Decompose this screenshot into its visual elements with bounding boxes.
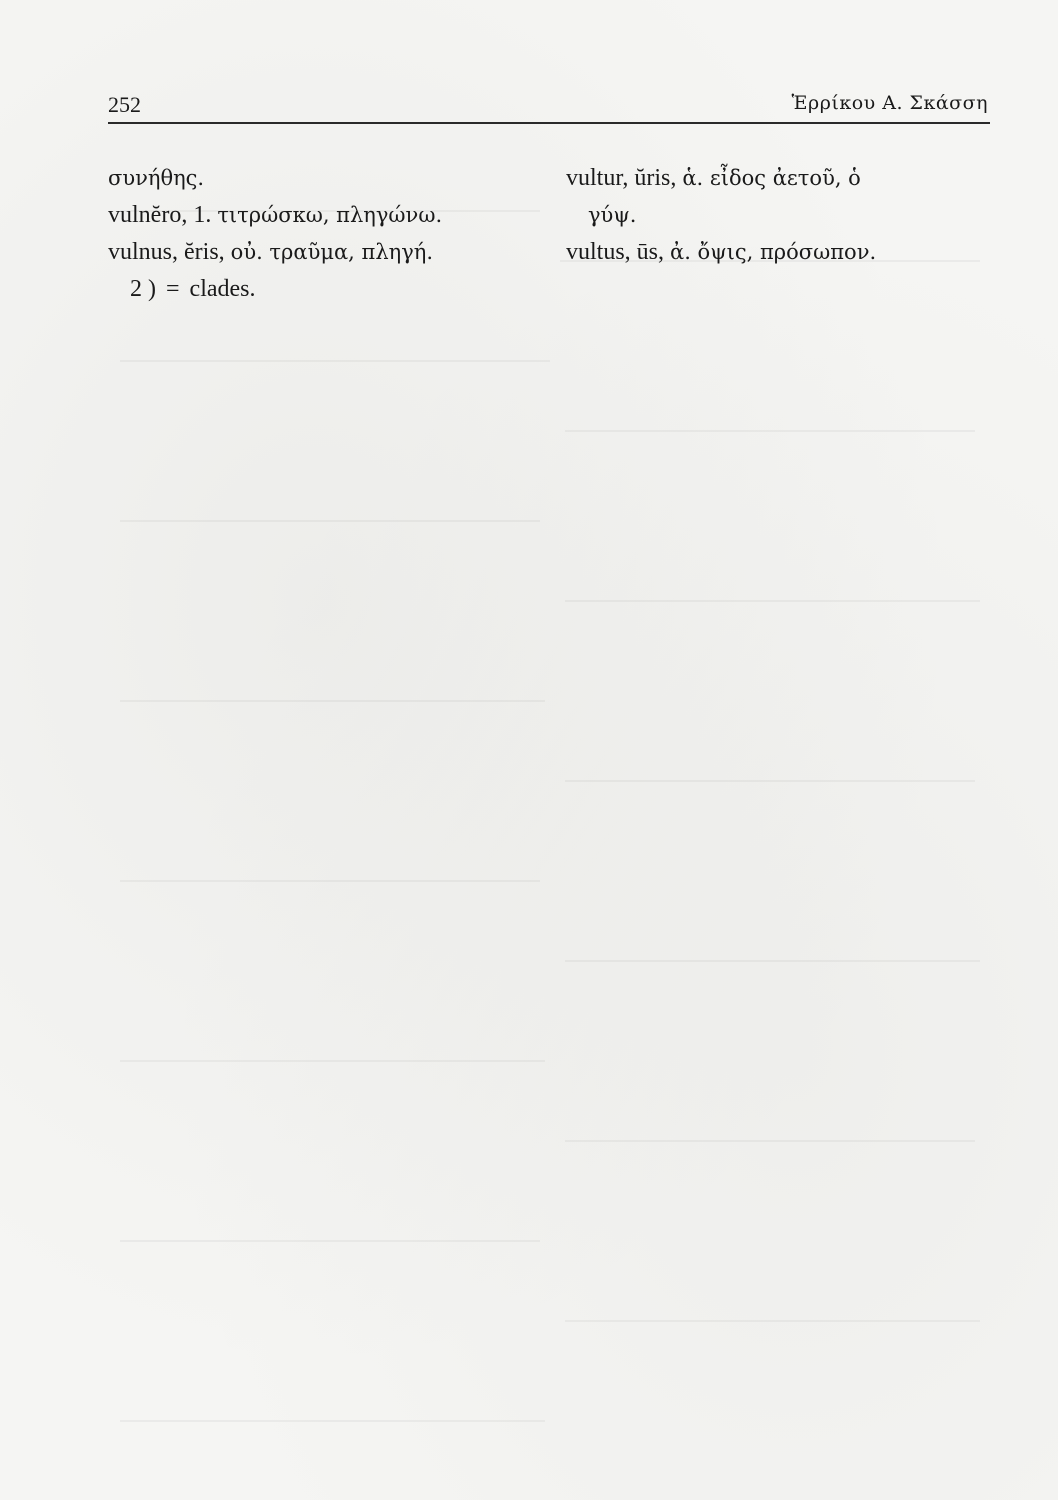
bleed-through-line: [565, 600, 980, 602]
right-column: [566, 160, 990, 271]
sense-number: 2 ): [130, 276, 156, 302]
greek-text: συνήθης.: [108, 166, 205, 190]
left-column: [108, 160, 538, 308]
latin-synonym: clades.: [189, 276, 256, 302]
latin-headword: vulnus, ĕris,: [108, 239, 225, 265]
bleed-through-line: [120, 360, 550, 362]
greek-definition: οὐ. τραῦμα, πληγή.: [230, 240, 434, 264]
greek-definition: ἀ. ὄψις, πρόσωπον.: [670, 240, 877, 264]
greek-definition: τιτρώσκω, πληγώνω.: [217, 203, 443, 227]
header-rule: [108, 122, 990, 124]
dictionary-entry-vulnero: [108, 197, 538, 234]
bleed-through-line: [565, 1320, 980, 1322]
running-head: Ἑρρίκου Α. Σκάσση: [791, 92, 988, 114]
dictionary-entry-continuation: [566, 197, 990, 234]
equals-sign: =: [166, 276, 180, 302]
bleed-through-line: [565, 780, 975, 782]
dictionary-entry-vultur: [566, 160, 990, 197]
dictionary-subsense: [108, 271, 538, 308]
greek-definition: ἁ. εἶδος ἀετοῦ, ὁ: [682, 166, 861, 190]
bleed-through-line: [565, 430, 975, 432]
bleed-through-line: [120, 1060, 545, 1062]
page-header: [108, 92, 988, 122]
bleed-through-line: [120, 1240, 540, 1242]
page-number: 252: [108, 92, 141, 117]
bleed-through-line: [120, 880, 540, 882]
bleed-through-line: [120, 700, 545, 702]
bleed-through-line: [120, 1420, 545, 1422]
dictionary-entry-line: [108, 160, 538, 197]
latin-headword: vultur, ŭris,: [566, 165, 677, 191]
latin-headword: vultus, ūs,: [566, 239, 665, 265]
bleed-through-line: [120, 520, 540, 522]
latin-headword: vulnĕro, 1.: [108, 202, 212, 228]
greek-definition: γύψ.: [588, 203, 637, 227]
dictionary-entry-vultus: [566, 234, 990, 271]
bleed-through-line: [565, 1140, 975, 1142]
dictionary-entry-vulnus: [108, 234, 538, 271]
bleed-through-line: [565, 960, 980, 962]
